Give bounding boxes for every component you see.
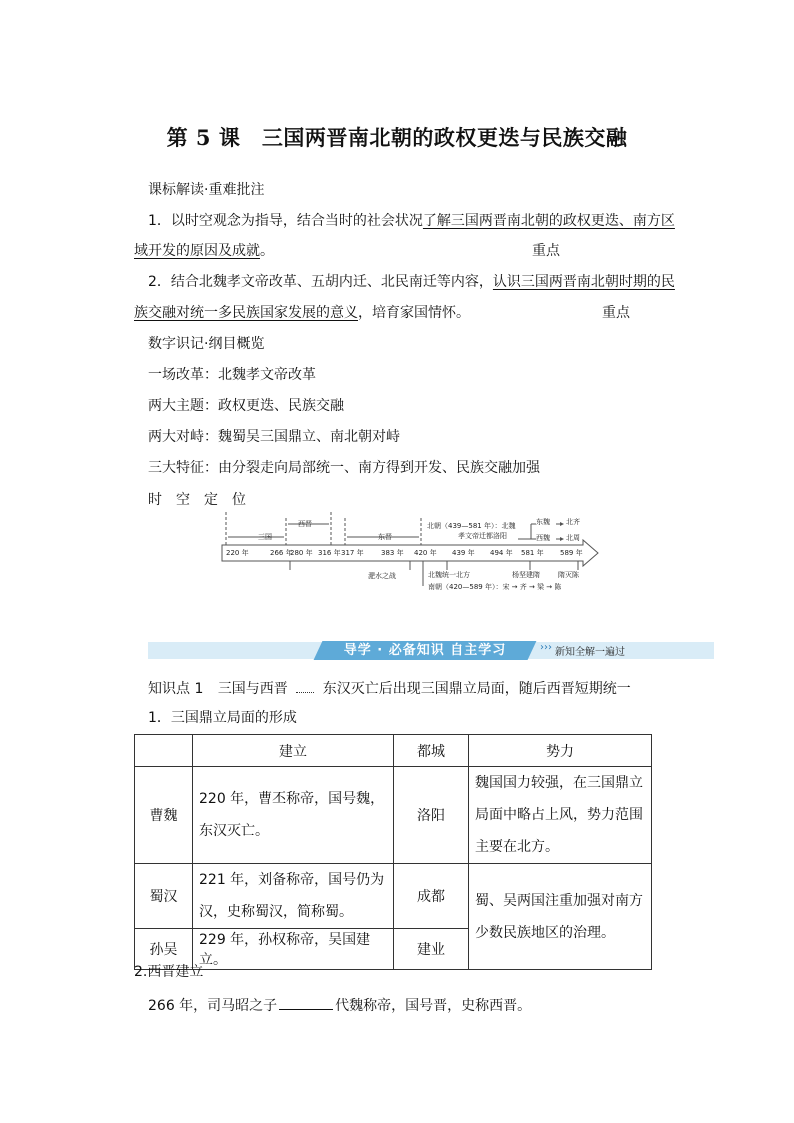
summary-line-1: 一场改革：北魏孝文帝改革 — [148, 367, 316, 383]
page-title: 第 5 课 三国两晋南北朝的政权更迭与民族交融 — [166, 125, 628, 150]
period-beizhou: 北周 — [566, 534, 580, 542]
timeline-heading: 时 空 定 位 — [148, 492, 246, 508]
state-cell: 曹魏 — [135, 767, 193, 864]
goal-2-text: 结合北魏孝文帝改革、五胡内迁、北民南迁等内容， — [170, 274, 493, 290]
period-beiqi: 北齐 — [566, 518, 580, 526]
table-header-cell: 建立 — [193, 735, 394, 767]
period-sanguo: 三国 — [258, 533, 272, 541]
capital-cell: 洛阳 — [394, 767, 469, 864]
note-nanchao: 南朝（420—589 年）：宋 → 齐 → 梁 → 陈 — [428, 583, 562, 591]
fill-in-sentence — [148, 995, 531, 1016]
goal-1-end: 。 — [260, 243, 274, 259]
tick-494: 494 年 — [490, 549, 513, 557]
timeline-figure — [218, 512, 602, 594]
goal-1-underlined: 了解三国两晋南北朝的政权更迭、南方区 — [422, 213, 675, 229]
power-cell: 魏国国力较强，在三国鼎立局面中略占上风，势力范围主要在北方。 — [469, 767, 652, 864]
section-heading-2: 2.西晋建立 — [134, 964, 204, 980]
summary-line-3: 两大对峙：魏蜀吴三国鼎立、南北朝对峙 — [148, 429, 400, 445]
tick-581: 581 年 — [521, 549, 544, 557]
founding-cell: 221 年，刘备称帝，国号仍为汉，史称蜀汉，简称蜀。 — [193, 864, 394, 929]
goal-2-line-1 — [148, 272, 675, 292]
tick-316: 316 年 — [318, 549, 341, 557]
sentence-start: 266 年，司马昭之子 — [148, 998, 278, 1014]
note-feishui: 淝水之战 — [368, 572, 396, 580]
goal-1-number: 1． — [148, 213, 171, 229]
goal-2-underlined: 认识三国两晋南北朝时期的民 — [492, 274, 675, 290]
capital-cell: 成都 — [394, 864, 469, 929]
tick-439: 439 年 — [452, 549, 475, 557]
goal-2-number: 2． — [148, 274, 171, 290]
state-cell: 孙吴 — [135, 929, 193, 970]
tick-317: 317 年 — [341, 549, 364, 557]
chevron-right-icon: ››› — [540, 642, 552, 653]
kp-label: 知识点 1 — [148, 681, 204, 697]
founding-cell: 229 年，孙权称帝，吴国建立。 — [193, 929, 394, 970]
goal-1-text: 以时空观念为指导，结合当时的社会状况 — [170, 213, 423, 229]
summary-line-4: 三大特征：由分裂走向局部统一、南方得到开发、民族交融加强 — [148, 460, 540, 476]
period-beichao: 北朝（439—581 年）：北魏 — [427, 522, 516, 530]
capital-cell: 建业 — [394, 929, 469, 970]
period-dongjin: 东晋 — [378, 533, 392, 541]
tick-589: 589 年 — [560, 549, 583, 557]
table-header-row — [135, 735, 652, 767]
tick-266: 266 年 — [270, 549, 293, 557]
table-header-cell — [135, 735, 193, 767]
knowledge-point-1 — [148, 679, 631, 699]
table-header-cell: 势力 — [469, 735, 652, 767]
table-header-cell: 都城 — [394, 735, 469, 767]
note-suimie: 隋灭陈 — [558, 571, 579, 579]
table-row — [135, 767, 652, 864]
power-cell: 蜀、吴两国注重加强对南方少数民族地区的治理。 — [469, 864, 652, 970]
section-banner-title: 导学 · 必备知识 自主学习 — [343, 643, 507, 658]
tick-383: 383 年 — [381, 549, 404, 557]
state-cell: 蜀汉 — [135, 864, 193, 929]
goal-2-end: ，培育家国情怀。 — [358, 305, 470, 321]
note-xiaowen: 孝文帝迁都洛阳 — [458, 532, 507, 540]
period-dongwei: 东魏 — [536, 518, 550, 526]
period-xijin: 西晋 — [298, 520, 312, 528]
note-beiwei-unify: 北魏统一北方 — [428, 571, 470, 579]
goal-2-underlined-2: 族交融对统一多民族国家发展的意义 — [134, 305, 358, 321]
period-xiwei: 西魏 — [536, 534, 550, 542]
summary-line-2: 两大主题：政权更迭、民族交融 — [148, 398, 344, 414]
answer-blank[interactable] — [279, 995, 333, 1010]
three-kingdoms-table — [134, 734, 652, 970]
section-banner-subtitle: 新知全解一遍过 — [555, 647, 625, 658]
key-point-tag-2: 重点 — [602, 305, 630, 321]
standards-heading: 课标解读·重难批注 — [148, 182, 265, 198]
sentence-end: 代魏称帝，国号晋，史称西晋。 — [335, 998, 532, 1014]
tick-420: 420 年 — [414, 549, 437, 557]
goal-1-line-1 — [148, 211, 675, 231]
key-point-tag-1: 重点 — [532, 243, 560, 259]
goal-2-line-2 — [134, 303, 470, 323]
tick-280: 280 年 — [290, 549, 313, 557]
goal-1-line-2 — [134, 241, 274, 261]
founding-cell: 220 年，曹丕称帝，国号魏，东汉灭亡。 — [193, 767, 394, 864]
tick-220: 220 年 — [226, 549, 249, 557]
kp-title: 三国与西晋 — [217, 681, 288, 697]
goal-1-underlined-2: 域开发的原因及成就 — [134, 243, 260, 259]
note-yangjian: 杨坚建隋 — [512, 571, 540, 579]
kp-desc: 东汉灭亡后出现三国鼎立局面，随后西晋短期统一 — [322, 681, 631, 697]
summary-heading: 数字识记·纲目概览 — [148, 336, 265, 352]
table-row — [135, 864, 652, 929]
kp-separator — [296, 680, 314, 693]
section-heading-1: 1．三国鼎立局面的形成 — [148, 710, 297, 726]
